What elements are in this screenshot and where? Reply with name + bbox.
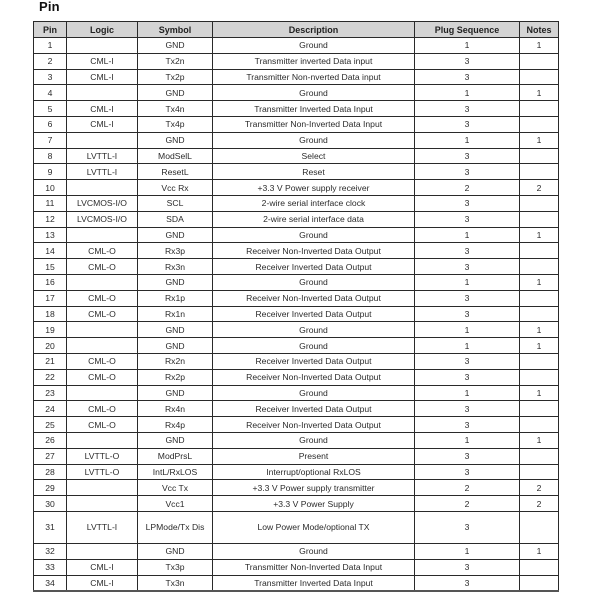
cell-notes: 1 xyxy=(520,338,559,354)
cell-symbol: Vcc Tx xyxy=(138,480,213,496)
cell-plug-sequence: 1 xyxy=(415,385,520,401)
cell-description: Receiver Non-Inverted Data Output xyxy=(213,417,415,433)
cell-description: Transmitter Inverted Data Input xyxy=(213,575,415,591)
table-row xyxy=(34,448,559,464)
cell-logic: LVCMOS-I/O xyxy=(67,211,138,227)
cell-notes: 1 xyxy=(520,543,559,559)
table-row xyxy=(34,496,559,512)
cell-notes: 1 xyxy=(520,132,559,148)
cell-logic: CML-O xyxy=(67,243,138,259)
cell-plug-sequence: 3 xyxy=(415,164,520,180)
cell-pin: 21 xyxy=(34,353,67,369)
cell-notes xyxy=(520,464,559,480)
cell-symbol: LPMode/Tx Dis xyxy=(138,511,213,543)
table-row xyxy=(34,259,559,275)
cell-notes xyxy=(520,575,559,591)
table-row xyxy=(34,543,559,559)
cell-symbol: GND xyxy=(138,132,213,148)
table-row xyxy=(34,180,559,196)
cell-symbol: Rx3p xyxy=(138,243,213,259)
cell-description: Receiver Non-Inverted Data Output xyxy=(213,369,415,385)
table-row xyxy=(34,243,559,259)
cell-description: Receiver Non-Inverted Data Output xyxy=(213,243,415,259)
cell-logic: LVTTL-I xyxy=(67,148,138,164)
cell-symbol: Tx4p xyxy=(138,116,213,132)
cell-pin: 11 xyxy=(34,195,67,211)
cell-notes: 2 xyxy=(520,180,559,196)
cell-pin: 31 xyxy=(34,511,67,543)
cell-description: 2-wire serial interface data xyxy=(213,211,415,227)
cell-description: Select xyxy=(213,148,415,164)
table-row xyxy=(34,148,559,164)
table-row xyxy=(34,480,559,496)
cell-logic xyxy=(67,38,138,54)
cell-pin: 14 xyxy=(34,243,67,259)
cell-description: 2-wire serial interface clock xyxy=(213,195,415,211)
cell-symbol: Tx3p xyxy=(138,559,213,575)
table-row xyxy=(34,116,559,132)
cell-symbol: SCL xyxy=(138,195,213,211)
cell-pin: 6 xyxy=(34,116,67,132)
cell-description: Transmitter inverted Data input xyxy=(213,53,415,69)
cell-description: Reset xyxy=(213,164,415,180)
cell-symbol: ModSelL xyxy=(138,148,213,164)
cell-symbol: Rx4n xyxy=(138,401,213,417)
cell-pin: 17 xyxy=(34,290,67,306)
cell-logic: CML-I xyxy=(67,116,138,132)
cell-plug-sequence: 3 xyxy=(415,101,520,117)
cell-plug-sequence: 3 xyxy=(415,211,520,227)
cell-pin: 22 xyxy=(34,369,67,385)
cell-pin: 1 xyxy=(34,38,67,54)
cell-notes xyxy=(520,448,559,464)
column-header-notes: Notes xyxy=(520,22,559,38)
cell-logic: LVCMOS-I/O xyxy=(67,195,138,211)
cell-pin: 29 xyxy=(34,480,67,496)
cell-description: Receiver Non-Inverted Data Output xyxy=(213,290,415,306)
table-row xyxy=(34,575,559,591)
table-row xyxy=(34,164,559,180)
table-row xyxy=(34,306,559,322)
cell-description: +3.3 V Power supply transmitter xyxy=(213,480,415,496)
cell-notes xyxy=(520,417,559,433)
table-row xyxy=(34,53,559,69)
cell-pin: 19 xyxy=(34,322,67,338)
table-row xyxy=(34,195,559,211)
cell-description: Ground xyxy=(213,38,415,54)
cell-description: Ground xyxy=(213,132,415,148)
cell-plug-sequence: 3 xyxy=(415,195,520,211)
cell-logic xyxy=(67,338,138,354)
cell-notes xyxy=(520,401,559,417)
cell-symbol: GND xyxy=(138,543,213,559)
pin-assignment-table xyxy=(33,21,559,592)
cell-plug-sequence: 2 xyxy=(415,496,520,512)
cell-pin: 12 xyxy=(34,211,67,227)
cell-description: Receiver Inverted Data Output xyxy=(213,259,415,275)
cell-pin: 18 xyxy=(34,306,67,322)
cell-description: +3.3 V Power supply receiver xyxy=(213,180,415,196)
table-row xyxy=(34,227,559,243)
cell-pin: 32 xyxy=(34,543,67,559)
cell-symbol: ModPrsL xyxy=(138,448,213,464)
cell-description: Ground xyxy=(213,322,415,338)
cell-notes xyxy=(520,259,559,275)
table-row xyxy=(34,432,559,448)
cell-description: Receiver Inverted Data Output xyxy=(213,353,415,369)
cell-notes xyxy=(520,559,559,575)
cell-pin: 7 xyxy=(34,132,67,148)
cell-logic: LVTTL-O xyxy=(67,448,138,464)
cell-plug-sequence: 3 xyxy=(415,69,520,85)
cell-symbol: Tx3n xyxy=(138,575,213,591)
cell-symbol: GND xyxy=(138,338,213,354)
cell-symbol: Tx2n xyxy=(138,53,213,69)
cell-pin: 8 xyxy=(34,148,67,164)
cell-notes xyxy=(520,290,559,306)
cell-description: Ground xyxy=(213,85,415,101)
cell-pin: 15 xyxy=(34,259,67,275)
cell-notes: 2 xyxy=(520,496,559,512)
cell-notes xyxy=(520,353,559,369)
cell-description: Ground xyxy=(213,227,415,243)
cell-plug-sequence: 1 xyxy=(415,132,520,148)
table-row xyxy=(34,290,559,306)
cell-logic: CML-O xyxy=(67,259,138,275)
cell-notes: 1 xyxy=(520,227,559,243)
cell-logic xyxy=(67,132,138,148)
cell-logic xyxy=(67,227,138,243)
column-header-logic: Logic xyxy=(67,22,138,38)
table-body xyxy=(34,38,559,592)
cell-description: +3.3 V Power Supply xyxy=(213,496,415,512)
cell-plug-sequence: 1 xyxy=(415,432,520,448)
table-row xyxy=(34,101,559,117)
cell-plug-sequence: 3 xyxy=(415,353,520,369)
cell-description: Transmitter Non-Inverted Data Input xyxy=(213,116,415,132)
cell-symbol: Rx1n xyxy=(138,306,213,322)
cell-logic xyxy=(67,322,138,338)
cell-plug-sequence: 3 xyxy=(415,464,520,480)
cell-plug-sequence: 1 xyxy=(415,38,520,54)
cell-symbol: ResetL xyxy=(138,164,213,180)
cell-logic xyxy=(67,432,138,448)
cell-logic: CML-I xyxy=(67,53,138,69)
cell-description: Ground xyxy=(213,543,415,559)
cell-notes xyxy=(520,53,559,69)
table-row xyxy=(34,338,559,354)
cell-description: Present xyxy=(213,448,415,464)
cell-logic: LVTTL-I xyxy=(67,511,138,543)
cell-notes xyxy=(520,148,559,164)
cell-symbol: Vcc1 xyxy=(138,496,213,512)
cell-symbol: Rx1p xyxy=(138,290,213,306)
cell-plug-sequence: 2 xyxy=(415,480,520,496)
table-row xyxy=(34,559,559,575)
table-row xyxy=(34,353,559,369)
table-row xyxy=(34,401,559,417)
table-row xyxy=(34,322,559,338)
cell-symbol: IntL/RxLOS xyxy=(138,464,213,480)
cell-description: Low Power Mode/optional TX xyxy=(213,511,415,543)
table-row xyxy=(34,369,559,385)
cell-logic: LVTTL-O xyxy=(67,464,138,480)
cell-logic: CML-O xyxy=(67,353,138,369)
cell-logic: CML-O xyxy=(67,417,138,433)
cell-description: Transmitter Non-Inverted Data Input xyxy=(213,559,415,575)
cell-logic xyxy=(67,543,138,559)
cell-notes xyxy=(520,164,559,180)
cell-symbol: GND xyxy=(138,322,213,338)
cell-pin: 33 xyxy=(34,559,67,575)
cell-pin: 24 xyxy=(34,401,67,417)
cell-notes: 1 xyxy=(520,38,559,54)
cell-symbol: SDA xyxy=(138,211,213,227)
cell-description: Transmitter Non-nverted Data input xyxy=(213,69,415,85)
cell-logic xyxy=(67,85,138,101)
cell-notes xyxy=(520,306,559,322)
cell-plug-sequence: 3 xyxy=(415,448,520,464)
cell-notes: 1 xyxy=(520,432,559,448)
table-row xyxy=(34,69,559,85)
cell-notes: 1 xyxy=(520,85,559,101)
cell-pin: 16 xyxy=(34,274,67,290)
cell-notes xyxy=(520,195,559,211)
cell-logic: CML-O xyxy=(67,369,138,385)
cell-symbol: GND xyxy=(138,227,213,243)
cell-logic: CML-I xyxy=(67,69,138,85)
cell-symbol: Rx4p xyxy=(138,417,213,433)
cell-symbol: GND xyxy=(138,385,213,401)
cell-symbol: Tx2p xyxy=(138,69,213,85)
table-row xyxy=(34,85,559,101)
table-row xyxy=(34,417,559,433)
cell-description: Ground xyxy=(213,432,415,448)
cell-plug-sequence: 3 xyxy=(415,575,520,591)
cell-plug-sequence: 1 xyxy=(415,543,520,559)
cell-symbol: Tx4n xyxy=(138,101,213,117)
cell-plug-sequence: 3 xyxy=(415,369,520,385)
column-header-pin: Pin xyxy=(34,22,67,38)
cell-notes xyxy=(520,511,559,543)
cell-logic: CML-O xyxy=(67,306,138,322)
cell-pin: 20 xyxy=(34,338,67,354)
cell-pin: 25 xyxy=(34,417,67,433)
cell-plug-sequence: 1 xyxy=(415,85,520,101)
table-row xyxy=(34,464,559,480)
cell-plug-sequence: 3 xyxy=(415,511,520,543)
cell-plug-sequence: 1 xyxy=(415,322,520,338)
cell-plug-sequence: 3 xyxy=(415,559,520,575)
cell-notes: 1 xyxy=(520,385,559,401)
cell-plug-sequence: 2 xyxy=(415,180,520,196)
cell-notes xyxy=(520,369,559,385)
table-row xyxy=(34,274,559,290)
cell-symbol: Rx3n xyxy=(138,259,213,275)
cell-plug-sequence: 3 xyxy=(415,259,520,275)
cell-logic: CML-I xyxy=(67,575,138,591)
cell-plug-sequence: 3 xyxy=(415,148,520,164)
cell-logic xyxy=(67,180,138,196)
cell-logic: CML-O xyxy=(67,401,138,417)
cell-description: Ground xyxy=(213,274,415,290)
cell-symbol: GND xyxy=(138,274,213,290)
cell-symbol: Vcc Rx xyxy=(138,180,213,196)
cell-description: Ground xyxy=(213,385,415,401)
table-row xyxy=(34,385,559,401)
cell-pin: 26 xyxy=(34,432,67,448)
cell-symbol: GND xyxy=(138,432,213,448)
table-row xyxy=(34,38,559,54)
cell-logic: CML-O xyxy=(67,290,138,306)
column-header-symbol: Symbol xyxy=(138,22,213,38)
cell-plug-sequence: 1 xyxy=(415,227,520,243)
cell-plug-sequence: 3 xyxy=(415,116,520,132)
cell-logic: CML-I xyxy=(67,101,138,117)
cell-notes xyxy=(520,116,559,132)
cell-pin: 10 xyxy=(34,180,67,196)
cell-logic xyxy=(67,480,138,496)
cell-pin: 27 xyxy=(34,448,67,464)
cell-notes xyxy=(520,211,559,227)
cell-notes xyxy=(520,243,559,259)
cell-notes: 1 xyxy=(520,274,559,290)
cell-pin: 9 xyxy=(34,164,67,180)
cell-plug-sequence: 3 xyxy=(415,401,520,417)
cell-pin: 5 xyxy=(34,101,67,117)
cell-symbol: GND xyxy=(138,85,213,101)
cell-plug-sequence: 3 xyxy=(415,290,520,306)
cell-plug-sequence: 3 xyxy=(415,417,520,433)
cell-plug-sequence: 3 xyxy=(415,243,520,259)
cell-description: Interrupt/optional RxLOS xyxy=(213,464,415,480)
cell-description: Ground xyxy=(213,338,415,354)
cell-logic xyxy=(67,496,138,512)
cell-plug-sequence: 1 xyxy=(415,274,520,290)
page-title: Pin xyxy=(39,0,60,14)
cell-symbol: Rx2p xyxy=(138,369,213,385)
table-row xyxy=(34,211,559,227)
cell-description: Receiver Inverted Data Output xyxy=(213,306,415,322)
cell-symbol: GND xyxy=(138,38,213,54)
cell-notes xyxy=(520,101,559,117)
cell-description: Transmitter Inverted Data Input xyxy=(213,101,415,117)
cell-plug-sequence: 3 xyxy=(415,53,520,69)
cell-pin: 23 xyxy=(34,385,67,401)
cell-logic xyxy=(67,385,138,401)
cell-pin: 13 xyxy=(34,227,67,243)
cell-notes: 1 xyxy=(520,322,559,338)
cell-notes: 2 xyxy=(520,480,559,496)
column-header-plug-sequence: Plug Sequence xyxy=(415,22,520,38)
cell-pin: 4 xyxy=(34,85,67,101)
cell-description: Receiver Inverted Data Output xyxy=(213,401,415,417)
cell-pin: 34 xyxy=(34,575,67,591)
table-row xyxy=(34,511,559,543)
cell-pin: 28 xyxy=(34,464,67,480)
cell-pin: 3 xyxy=(34,69,67,85)
cell-pin: 30 xyxy=(34,496,67,512)
cell-symbol: Rx2n xyxy=(138,353,213,369)
cell-plug-sequence: 3 xyxy=(415,306,520,322)
column-header-description: Description xyxy=(213,22,415,38)
cell-plug-sequence: 1 xyxy=(415,338,520,354)
cell-notes xyxy=(520,69,559,85)
table-row xyxy=(34,132,559,148)
cell-pin: 2 xyxy=(34,53,67,69)
cell-logic: CML-I xyxy=(67,559,138,575)
table-header-row xyxy=(34,22,559,38)
cell-logic xyxy=(67,274,138,290)
cell-logic: LVTTL-I xyxy=(67,164,138,180)
